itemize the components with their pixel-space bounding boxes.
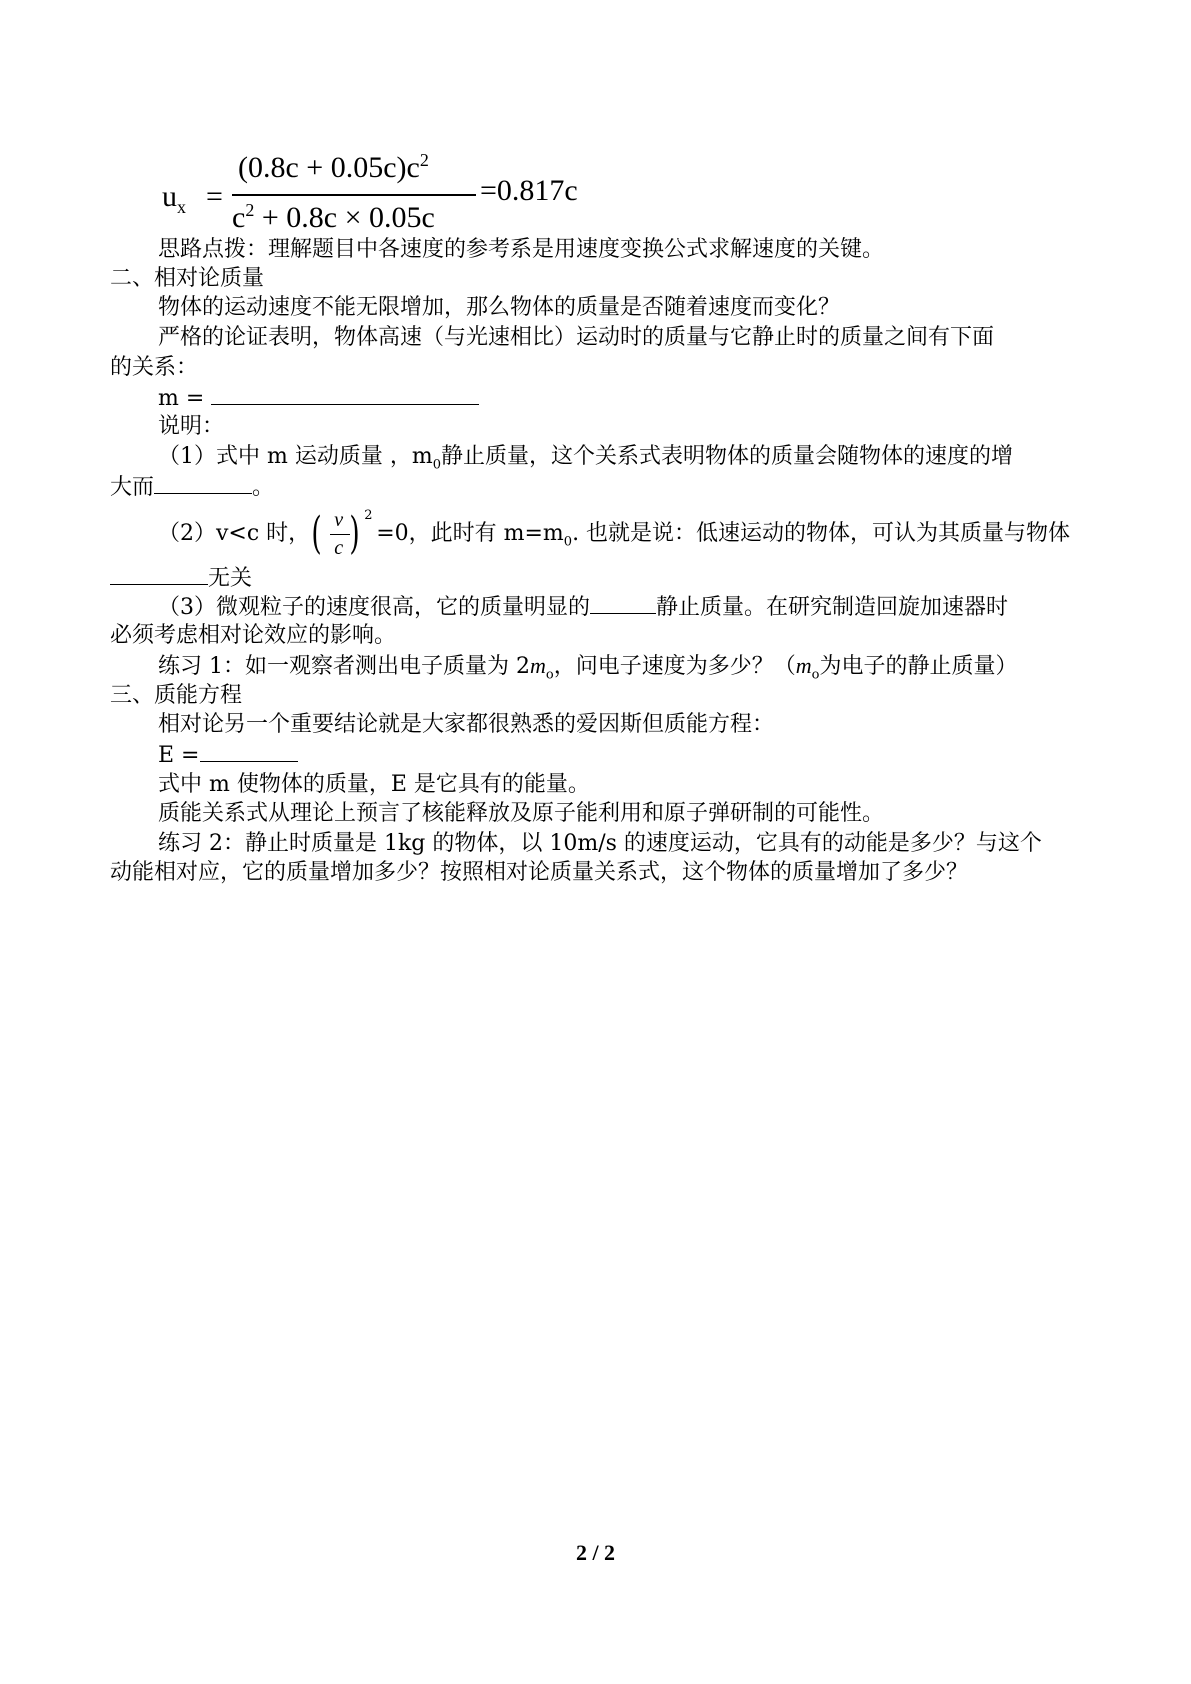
mass-equation-blank [211, 384, 479, 405]
exercise-1-mid: ，问电子速度为多少？（ [553, 654, 796, 679]
note-1a-text: （1）式中 m 运动质量 ，m [158, 444, 433, 469]
energy-equation-blank [200, 741, 298, 762]
formula-lhs [162, 180, 186, 218]
note-3a [158, 593, 1008, 622]
note-2-sub: 0 [563, 534, 573, 550]
note-1b-post: 。 [252, 475, 275, 500]
note-2b [110, 564, 252, 593]
hint-line: 思路点拨：理解题目中各速度的参考系是用速度变换公式求解速度的关键。 [158, 237, 885, 262]
paragraph-2a: 严格的论证表明，物体高速（与光速相比）运动时的质量与它静止时的质量之间有下面 [158, 325, 995, 350]
section-3-title: 三、质能方程 [110, 683, 243, 708]
formula-numerator-text: (0.8c + 0.05c)c [238, 151, 420, 184]
note-2-post: =0，此时有 m=m [376, 521, 564, 546]
formula-denominator-post: + 0.8c × 0.05c [254, 201, 435, 234]
fraction-exponent: 2 [364, 508, 373, 523]
note-3-blank [590, 593, 656, 614]
energy-equation-line [158, 741, 298, 770]
left-paren: ( [311, 508, 322, 559]
fraction-denominator: c [334, 537, 344, 559]
formula-lhs-var: u [162, 180, 177, 213]
formula-equals: = [206, 180, 223, 213]
note-2-blank [110, 564, 208, 585]
exercise-2b: 动能相对应，它的质量增加多少？按照相对论质量关系式，这个物体的质量增加了多少？ [110, 860, 969, 885]
mass-energy-intro: 相对论另一个重要结论就是大家都很熟悉的爱因斯但质能方程： [158, 712, 775, 737]
note-1a [158, 443, 1013, 479]
exercise-2a: 练习 2：静止时质量是 1kg 的物体，以 10m/s 的速度运动，它具有的动能是多少？与这个 [158, 831, 1042, 856]
note-2a [158, 506, 1070, 562]
note-2-rest: . 也就是说：低速运动的物体，可认为其质量与物体 [572, 521, 1071, 546]
exercise-1-pre: 练习 1：如一观察者测出电子质量为 2 [158, 654, 530, 679]
exercise-1-sub2: o [811, 667, 820, 683]
note-1-blank [154, 473, 252, 494]
section-2-title: 二、相对论质量 [110, 266, 265, 291]
formula-result: =0.817c [480, 174, 578, 207]
note-1a-sub: 0 [432, 457, 441, 473]
exercise-1 [158, 652, 1017, 689]
formula-numerator-sup: 2 [419, 150, 429, 170]
energy-equation-label: E = [158, 743, 200, 768]
mass-equation-label: m = [158, 386, 212, 411]
note-2-pre: （2）v<c 时， [158, 521, 311, 546]
note-3a-pre: （3）微观粒子的速度很高，它的质量明显的 [158, 595, 590, 620]
energy-explanation: 式中 m 使物体的质量，E 是它具有的能量。 [158, 772, 590, 797]
mass-equation-line [158, 384, 479, 413]
paragraph-1: 物体的运动速度不能无限增加，那么物体的质量是否随着速度而变化？ [158, 295, 841, 320]
formula-fraction-bar [232, 194, 476, 196]
exercise-1-sub: o [545, 667, 554, 683]
mass-energy-prediction: 质能关系式从理论上预言了核能释放及原子能利用和原子弹研制的可能性。 [158, 801, 885, 826]
formula-denominator [232, 200, 435, 235]
v-over-c-fraction [312, 506, 374, 562]
page-number: 2 / 2 [575, 1540, 616, 1565]
note-3a-post: 静止质量。在研究制造回旋加速器时 [656, 595, 1009, 620]
paragraph-2b: 的关系： [110, 355, 199, 380]
exercise-1-m2: m [795, 653, 812, 678]
explanation-label: 说明： [158, 414, 225, 439]
formula-denominator-sup: 2 [245, 200, 255, 220]
exercise-1-m: m [529, 653, 546, 678]
velocity-formula [162, 150, 582, 250]
note-1b [110, 473, 274, 502]
right-paren: ) [349, 508, 360, 559]
formula-lhs-sub: x [177, 197, 186, 217]
formula-denominator-pre: c [232, 201, 246, 234]
note-1a-rest: 静止质量，这个关系式表明物体的质量会随物体的速度的增 [440, 444, 1013, 469]
fraction-numerator: v [334, 509, 344, 531]
note-2b-post: 无关 [208, 566, 253, 591]
formula-numerator [238, 150, 429, 185]
exercise-1-post: 为电子的静止质量） [819, 654, 1018, 679]
note-3b: 必须考虑相对论效应的影响。 [110, 623, 397, 648]
note-1b-pre: 大而 [110, 475, 155, 500]
